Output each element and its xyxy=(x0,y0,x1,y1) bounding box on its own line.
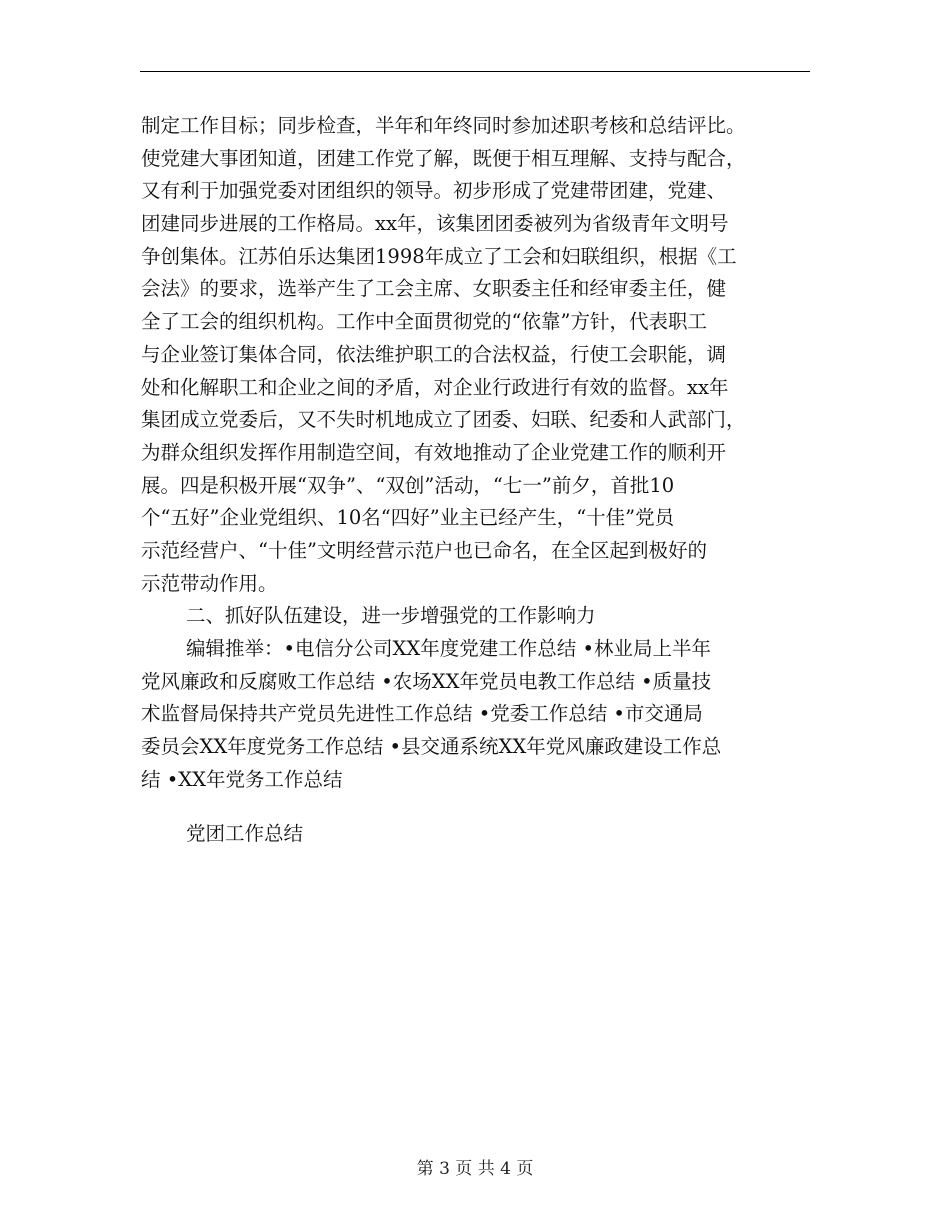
body-line: 会法》的要求，选举产生了工会主席、女职委主任和经审委主任，健 xyxy=(141,277,727,301)
body-line: 为群众组织发挥作用制造空间，有效地推动了企业党建工作的顺利开 xyxy=(141,440,727,464)
body-line: 集团成立党委后，又不失时机地成立了团委、妇联、纪委和人武部门， xyxy=(141,408,746,432)
body-line: 又有利于加强党委对团组织的领导。初步形成了党建带团建，党建、 xyxy=(141,179,727,203)
body-line: 制定工作目标；同步检查，半年和年终同时参加述职考核和总结评比。 xyxy=(141,114,746,137)
body-line: 争创集体。江苏伯乐达集团1998年成立了工会和妇联组织，根据《工 xyxy=(141,244,737,268)
body-line: 全了工会的组织机构。工作中全面贯彻党的“依靠”方针，代表职工 xyxy=(141,310,707,334)
closing-title: 党团工作总结 xyxy=(186,822,304,846)
body-line: 使党建大事团知道，团建工作党了解，既便于相互理解、支持与配合， xyxy=(141,146,746,170)
paragraph-gap xyxy=(141,796,811,818)
recommend-line: 委员会XX年度党务工作总结 •县交通系统XX年党风廉政建设工作总 xyxy=(141,735,722,759)
body-line: 示范带动作用。 xyxy=(141,571,278,595)
body-line: 团建同步进展的工作格局。xx年，该集团团委被列为省级青年文明号 xyxy=(141,212,729,236)
body-line: 处和化解职工和企业之间的矛盾，对企业行政进行有效的监督。xx年 xyxy=(141,375,729,399)
document-body xyxy=(141,110,811,851)
recommend-line: 结 •XX年党务工作总结 xyxy=(141,767,343,791)
page-number-footer: 第 3 页 共 4 页 xyxy=(416,1159,534,1179)
recommend-line: 党风廉政和反腐败工作总结 •农场XX年党员电教工作总结 •质量技 xyxy=(141,669,712,693)
section-heading: 二、抓好队伍建设，进一步增强党的工作影响力 xyxy=(186,604,596,628)
header-rule xyxy=(140,71,810,72)
body-line: 示范经营户、“十佳”文明经营示范户也已命名，在全区起到极好的 xyxy=(141,538,707,562)
recommend-line: 编辑推举：•电信分公司XX年度党建工作总结 •林业局上半年 xyxy=(186,637,711,660)
body-line: 个“五好”企业党组织、10名“四好”业主已经产生，“十佳”党员 xyxy=(141,506,675,530)
recommend-line: 术监督局保持共产党员先进性工作总结 •党委工作总结 •市交通局 xyxy=(141,702,703,726)
body-line: 展。四是积极开展“双争”、“双创”活动，“七一”前夕，首批10 xyxy=(141,473,675,497)
body-line: 与企业签订集体合同，依法维护职工的合法权益，行使工会职能，调 xyxy=(141,342,727,366)
